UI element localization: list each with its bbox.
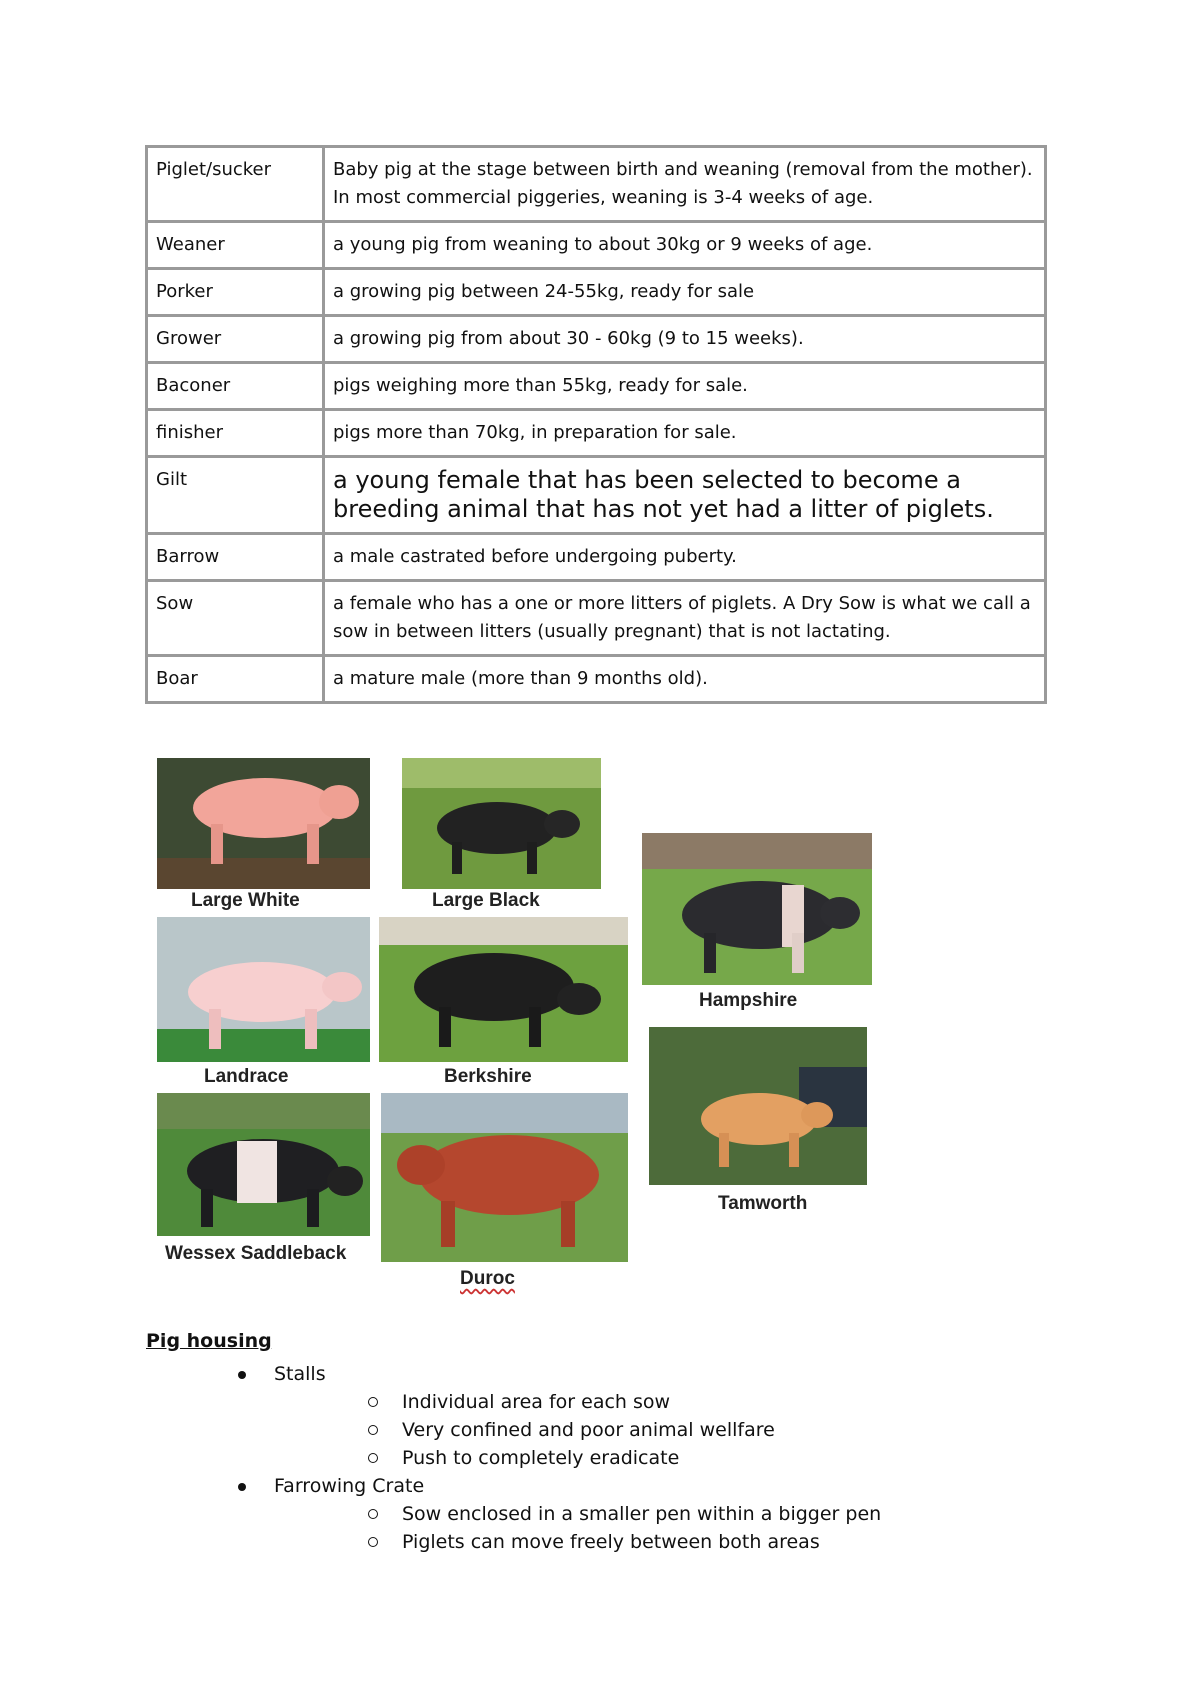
list-item: [0, 1360, 881, 1472]
circle-bullet-icon: [368, 1397, 378, 1407]
large-black-photo: [402, 758, 601, 889]
definition-cell: a mature male (more than 9 months old).: [324, 656, 1046, 703]
bullet-icon: [238, 1483, 246, 1491]
table-row: [147, 534, 1046, 581]
sub-list-item-label: Individual area for each sow: [402, 1391, 671, 1413]
sub-list-item: [274, 1528, 881, 1556]
wessex-saddleback-photo: [157, 1093, 370, 1236]
caption-hampshire: Hampshire: [699, 990, 798, 1011]
term-cell: Sow: [147, 581, 324, 656]
definition-cell: pigs more than 70kg, in preparation for sale.: [324, 410, 1046, 457]
circle-bullet-icon: [368, 1509, 378, 1519]
list-item: [0, 1472, 881, 1556]
duroc-photo: [381, 1093, 628, 1262]
definition-cell: pigs weighing more than 55kg, ready for sale.: [324, 363, 1046, 410]
term-cell: Boar: [147, 656, 324, 703]
sub-list-item: [274, 1388, 881, 1416]
landrace-photo: [157, 917, 370, 1062]
term-cell: Barrow: [147, 534, 324, 581]
term-cell: Gilt: [147, 457, 324, 534]
housing-list: [0, 1360, 881, 1556]
term-cell: Piglet/sucker: [147, 147, 324, 222]
pig-terms-table: [145, 145, 1047, 704]
table-row: [147, 147, 1046, 222]
definition-cell: a male castrated before undergoing puberty.: [324, 534, 1046, 581]
definition-cell: a young female that has been selected to become a breeding animal that has not yet had a litter of piglets.: [324, 457, 1046, 534]
tamworth-photo: [649, 1027, 867, 1185]
table-row: [147, 656, 1046, 703]
bullet-icon: [238, 1371, 246, 1379]
caption-duroc: Duroc: [460, 1268, 515, 1289]
circle-bullet-icon: [368, 1453, 378, 1463]
definition-cell: a growing pig between 24-55kg, ready for sale: [324, 269, 1046, 316]
sub-list-item-label: Sow enclosed in a smaller pen within a bigger pen: [402, 1503, 882, 1525]
list-item-label: Stalls: [274, 1363, 326, 1385]
table-row: [147, 316, 1046, 363]
section-title-pig-housing: Pig housing: [146, 1330, 272, 1352]
sub-list-item-label: Piglets can move freely between both areas: [402, 1531, 820, 1553]
definition-cell: a female who has a one or more litters of piglets. A Dry Sow is what we call a sow in between litters (usually pregnant) that is not lactating.: [324, 581, 1046, 656]
caption-large-white: Large White: [191, 890, 300, 911]
table-row: [147, 222, 1046, 269]
sub-list: [274, 1500, 881, 1556]
definition-cell: Baby pig at the stage between birth and weaning (removal from the mother). In most commercial piggeries, weaning is 3-4 weeks of age.: [324, 147, 1046, 222]
caption-tamworth: Tamworth: [718, 1193, 808, 1214]
hampshire-photo: [642, 833, 872, 985]
sub-list-item: [274, 1416, 881, 1444]
list-item-label: Farrowing Crate: [274, 1475, 425, 1497]
large-white-photo: [157, 758, 370, 889]
sub-list-item: [274, 1500, 881, 1528]
term-cell: Grower: [147, 316, 324, 363]
table-row: [147, 581, 1046, 656]
table-row: [147, 457, 1046, 534]
sub-list-item-label: Push to completely eradicate: [402, 1447, 680, 1469]
term-cell: Baconer: [147, 363, 324, 410]
caption-large-black: Large Black: [432, 890, 540, 911]
caption-landrace: Landrace: [204, 1066, 289, 1087]
circle-bullet-icon: [368, 1537, 378, 1547]
definition-cell: a young pig from weaning to about 30kg or 9 weeks of age.: [324, 222, 1046, 269]
term-cell: Porker: [147, 269, 324, 316]
definition-cell: a growing pig from about 30 - 60kg (9 to 15 weeks).: [324, 316, 1046, 363]
table-row: [147, 363, 1046, 410]
term-cell: Weaner: [147, 222, 324, 269]
table-row: [147, 269, 1046, 316]
caption-wessex-saddleback: Wessex Saddleback: [165, 1243, 347, 1264]
caption-berkshire: Berkshire: [444, 1066, 532, 1087]
sub-list-item: [274, 1444, 881, 1472]
berkshire-photo: [379, 917, 628, 1062]
table-row: [147, 410, 1046, 457]
term-cell: finisher: [147, 410, 324, 457]
circle-bullet-icon: [368, 1425, 378, 1435]
sub-list-item-label: Very confined and poor animal wellfare: [402, 1419, 775, 1441]
sub-list: [274, 1388, 881, 1472]
